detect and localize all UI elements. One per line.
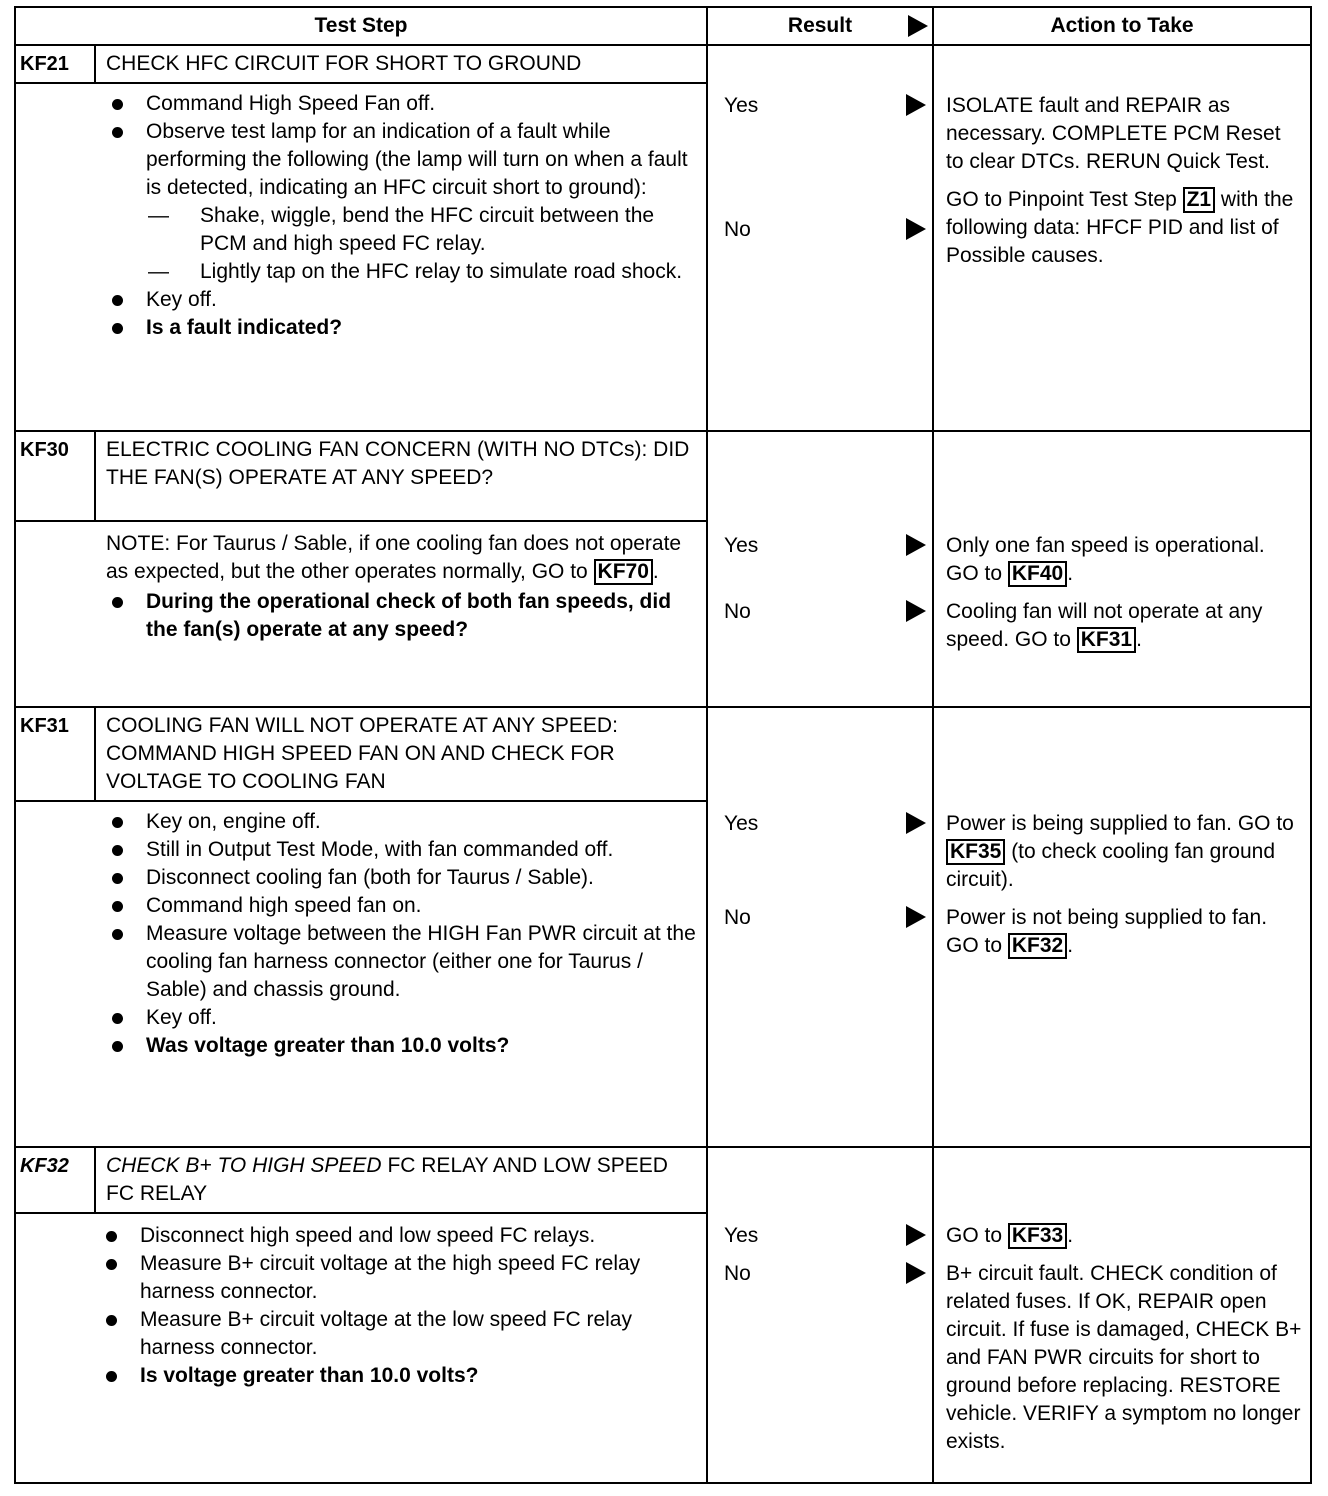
arrow-right-icon [906, 94, 926, 116]
kf32-bullets [100, 1222, 696, 1390]
kf32-no-label: No [724, 1262, 751, 1285]
ref-kf35: KF35 [946, 839, 1005, 865]
pinpoint-test-document [14, 6, 1310, 1492]
kf32-result [707, 1147, 933, 1483]
header-row [15, 7, 1311, 45]
kf30-result [707, 431, 933, 707]
kf30-yes-action: Only one fan speed is operational. GO to KF40 . [946, 534, 1265, 585]
header-test-step: Test Step [15, 7, 707, 45]
kf32-no-action: B+ circuit fault. CHECK condition of related fuses. If OK, REPAIR open circuit. If fuse is damaged, CHECK B+ and FAN PWR circuits for short to ground before replacing. RESTORE vehicle. VERIFY a symptom no longer exists. [946, 1262, 1302, 1453]
kf32-title: CHECK B+ TO HIGH SPEED FC RELAY AND LOW SPEED FC RELAY [95, 1147, 707, 1213]
kf30-result-no [708, 598, 932, 626]
kf32-title-row [15, 1147, 1311, 1213]
kf31-bullet-6: Key off. [106, 1004, 696, 1032]
kf32-yes-label: Yes [724, 1224, 759, 1247]
ref-kf40: KF40 [1008, 561, 1067, 587]
kf21-no-action: GO to Pinpoint Test Step Z1 with the following data: HFCF PID and list of Possible causes. [946, 188, 1294, 267]
arrow-right-icon [906, 812, 926, 834]
kf21-body [15, 83, 707, 431]
kf21-title: CHECK HFC CIRCUIT FOR SHORT TO GROUND [95, 45, 707, 83]
header-result-label: Result [787, 14, 853, 37]
kf21-yes-label: Yes [724, 94, 759, 117]
kf31-no-label: No [724, 906, 751, 929]
kf31-result-no [708, 904, 932, 932]
kf21-result [707, 45, 933, 431]
kf21-dash-2: — Lightly tap on the HFC relay to simulate road shock. [146, 258, 696, 286]
kf32-result-yes [708, 1222, 932, 1250]
kf31-result [707, 707, 933, 1147]
kf30-question: During the operational check of both fan speeds, did the fan(s) operate at any speed? [106, 588, 696, 644]
arrow-right-icon [906, 600, 926, 622]
kf30-title-row [15, 431, 1311, 521]
ref-kf31: KF31 [1077, 627, 1136, 653]
kf32-result-no [708, 1260, 932, 1288]
ref-kf32: KF32 [1008, 933, 1067, 959]
kf31-bullet-1: Key on, engine off. [106, 808, 696, 836]
header-action: Action to Take [933, 7, 1311, 45]
kf31-body [15, 801, 707, 1147]
kf32-body [15, 1213, 707, 1483]
kf30-bullets [106, 588, 696, 644]
kf31-bullet-4: Command high speed fan on. [106, 892, 696, 920]
kf32-action [933, 1147, 1311, 1483]
kf31-step-id: KF31 [15, 707, 95, 801]
kf30-body [15, 521, 707, 707]
arrow-right-icon [908, 15, 928, 37]
arrow-right-icon [906, 1224, 926, 1246]
kf21-dash-1: — Shake, wiggle, bend the HFC circuit between the PCM and high speed FC relay. [146, 202, 696, 258]
kf31-bullet-2: Still in Output Test Mode, with fan commanded off. [106, 836, 696, 864]
kf21-bullet-2: Observe test lamp for an indication of a fault while performing the following (the lamp will turn on when a fault is detected, indicating an HFC circuit short to ground): — Shake, wiggle, bend the HFC circuit between the PCM and high speed FC relay. — Lightly tap on the HFC relay to simulate road shock. [106, 118, 696, 286]
kf32-bullet-3: Measure B+ circuit voltage at the low speed FC relay harness connector. [100, 1306, 696, 1362]
kf31-question: Was voltage greater than 10.0 volts? [106, 1032, 696, 1060]
arrow-right-icon [906, 218, 926, 240]
kf30-note: NOTE: For Taurus / Sable, if one cooling fan does not operate as expected, but the other operates normally, GO to KF70 . [106, 532, 682, 583]
arrow-right-icon [906, 906, 926, 928]
ref-z1: Z1 [1183, 187, 1216, 213]
kf30-yes-label: Yes [724, 534, 759, 557]
kf31-no-action: Power is not being supplied to fan. GO to KF32 . [946, 906, 1268, 957]
ref-kf33: KF33 [1008, 1223, 1067, 1249]
kf21-subitems [146, 202, 696, 286]
kf21-bullet-1: Command High Speed Fan off. [106, 90, 696, 118]
kf32-bullet-2: Measure B+ circuit voltage at the high speed FC relay harness connector. [100, 1250, 696, 1306]
kf32-yes-action: GO to KF33 . [946, 1224, 1074, 1247]
kf32-question: Is voltage greater than 10.0 volts? [100, 1362, 696, 1390]
ref-kf70: KF70 [594, 559, 653, 585]
kf21-bullet-3: Key off. [106, 286, 696, 314]
kf31-bullet-5: Measure voltage between the HIGH Fan PWR circuit at the cooling fan harness connector (either one for Taurus / Sable) and chassis ground. [106, 920, 696, 1004]
kf21-question: Is a fault indicated? [106, 314, 696, 342]
kf21-result-yes [708, 92, 932, 120]
kf21-action [933, 45, 1311, 431]
kf31-bullets [106, 808, 696, 1060]
kf31-title-row [15, 707, 1311, 801]
kf21-bullets [106, 90, 696, 342]
kf32-bullet-1: Disconnect high speed and low speed FC relays. [100, 1222, 696, 1250]
kf30-no-label: No [724, 600, 751, 623]
kf30-result-yes [708, 532, 932, 560]
kf31-yes-action: Power is being supplied to fan. GO to KF35 (to check cooling fan ground circuit). [946, 812, 1294, 891]
kf21-step-id: KF21 [15, 45, 95, 83]
kf31-title: COOLING FAN WILL NOT OPERATE AT ANY SPEED: COMMAND HIGH SPEED FAN ON AND CHECK FOR VOLTAGE TO COOLING FAN [95, 707, 707, 801]
kf21-result-no [708, 216, 932, 244]
kf21-title-row [15, 45, 1311, 83]
kf30-step-id: KF30 [15, 431, 95, 521]
kf30-no-action: Cooling fan will not operate at any speed. GO to KF31 . [946, 600, 1263, 651]
pinpoint-test-table [14, 6, 1312, 1484]
kf31-result-yes [708, 810, 932, 838]
kf21-yes-action: ISOLATE fault and REPAIR as necessary. COMPLETE PCM Reset to clear DTCs. RERUN Quick Test. [946, 94, 1281, 173]
kf31-action [933, 707, 1311, 1147]
kf31-bullet-3: Disconnect cooling fan (both for Taurus / Sable). [106, 864, 696, 892]
arrow-right-icon [906, 1262, 926, 1284]
kf30-title: ELECTRIC COOLING FAN CONCERN (WITH NO DTCs): DID THE FAN(S) OPERATE AT ANY SPEED? [95, 431, 707, 521]
kf31-yes-label: Yes [724, 812, 759, 835]
arrow-right-icon [906, 534, 926, 556]
kf21-no-label: No [724, 218, 751, 241]
kf30-action [933, 431, 1311, 707]
kf32-step-id: KF32 [15, 1147, 95, 1213]
header-result [707, 7, 933, 45]
